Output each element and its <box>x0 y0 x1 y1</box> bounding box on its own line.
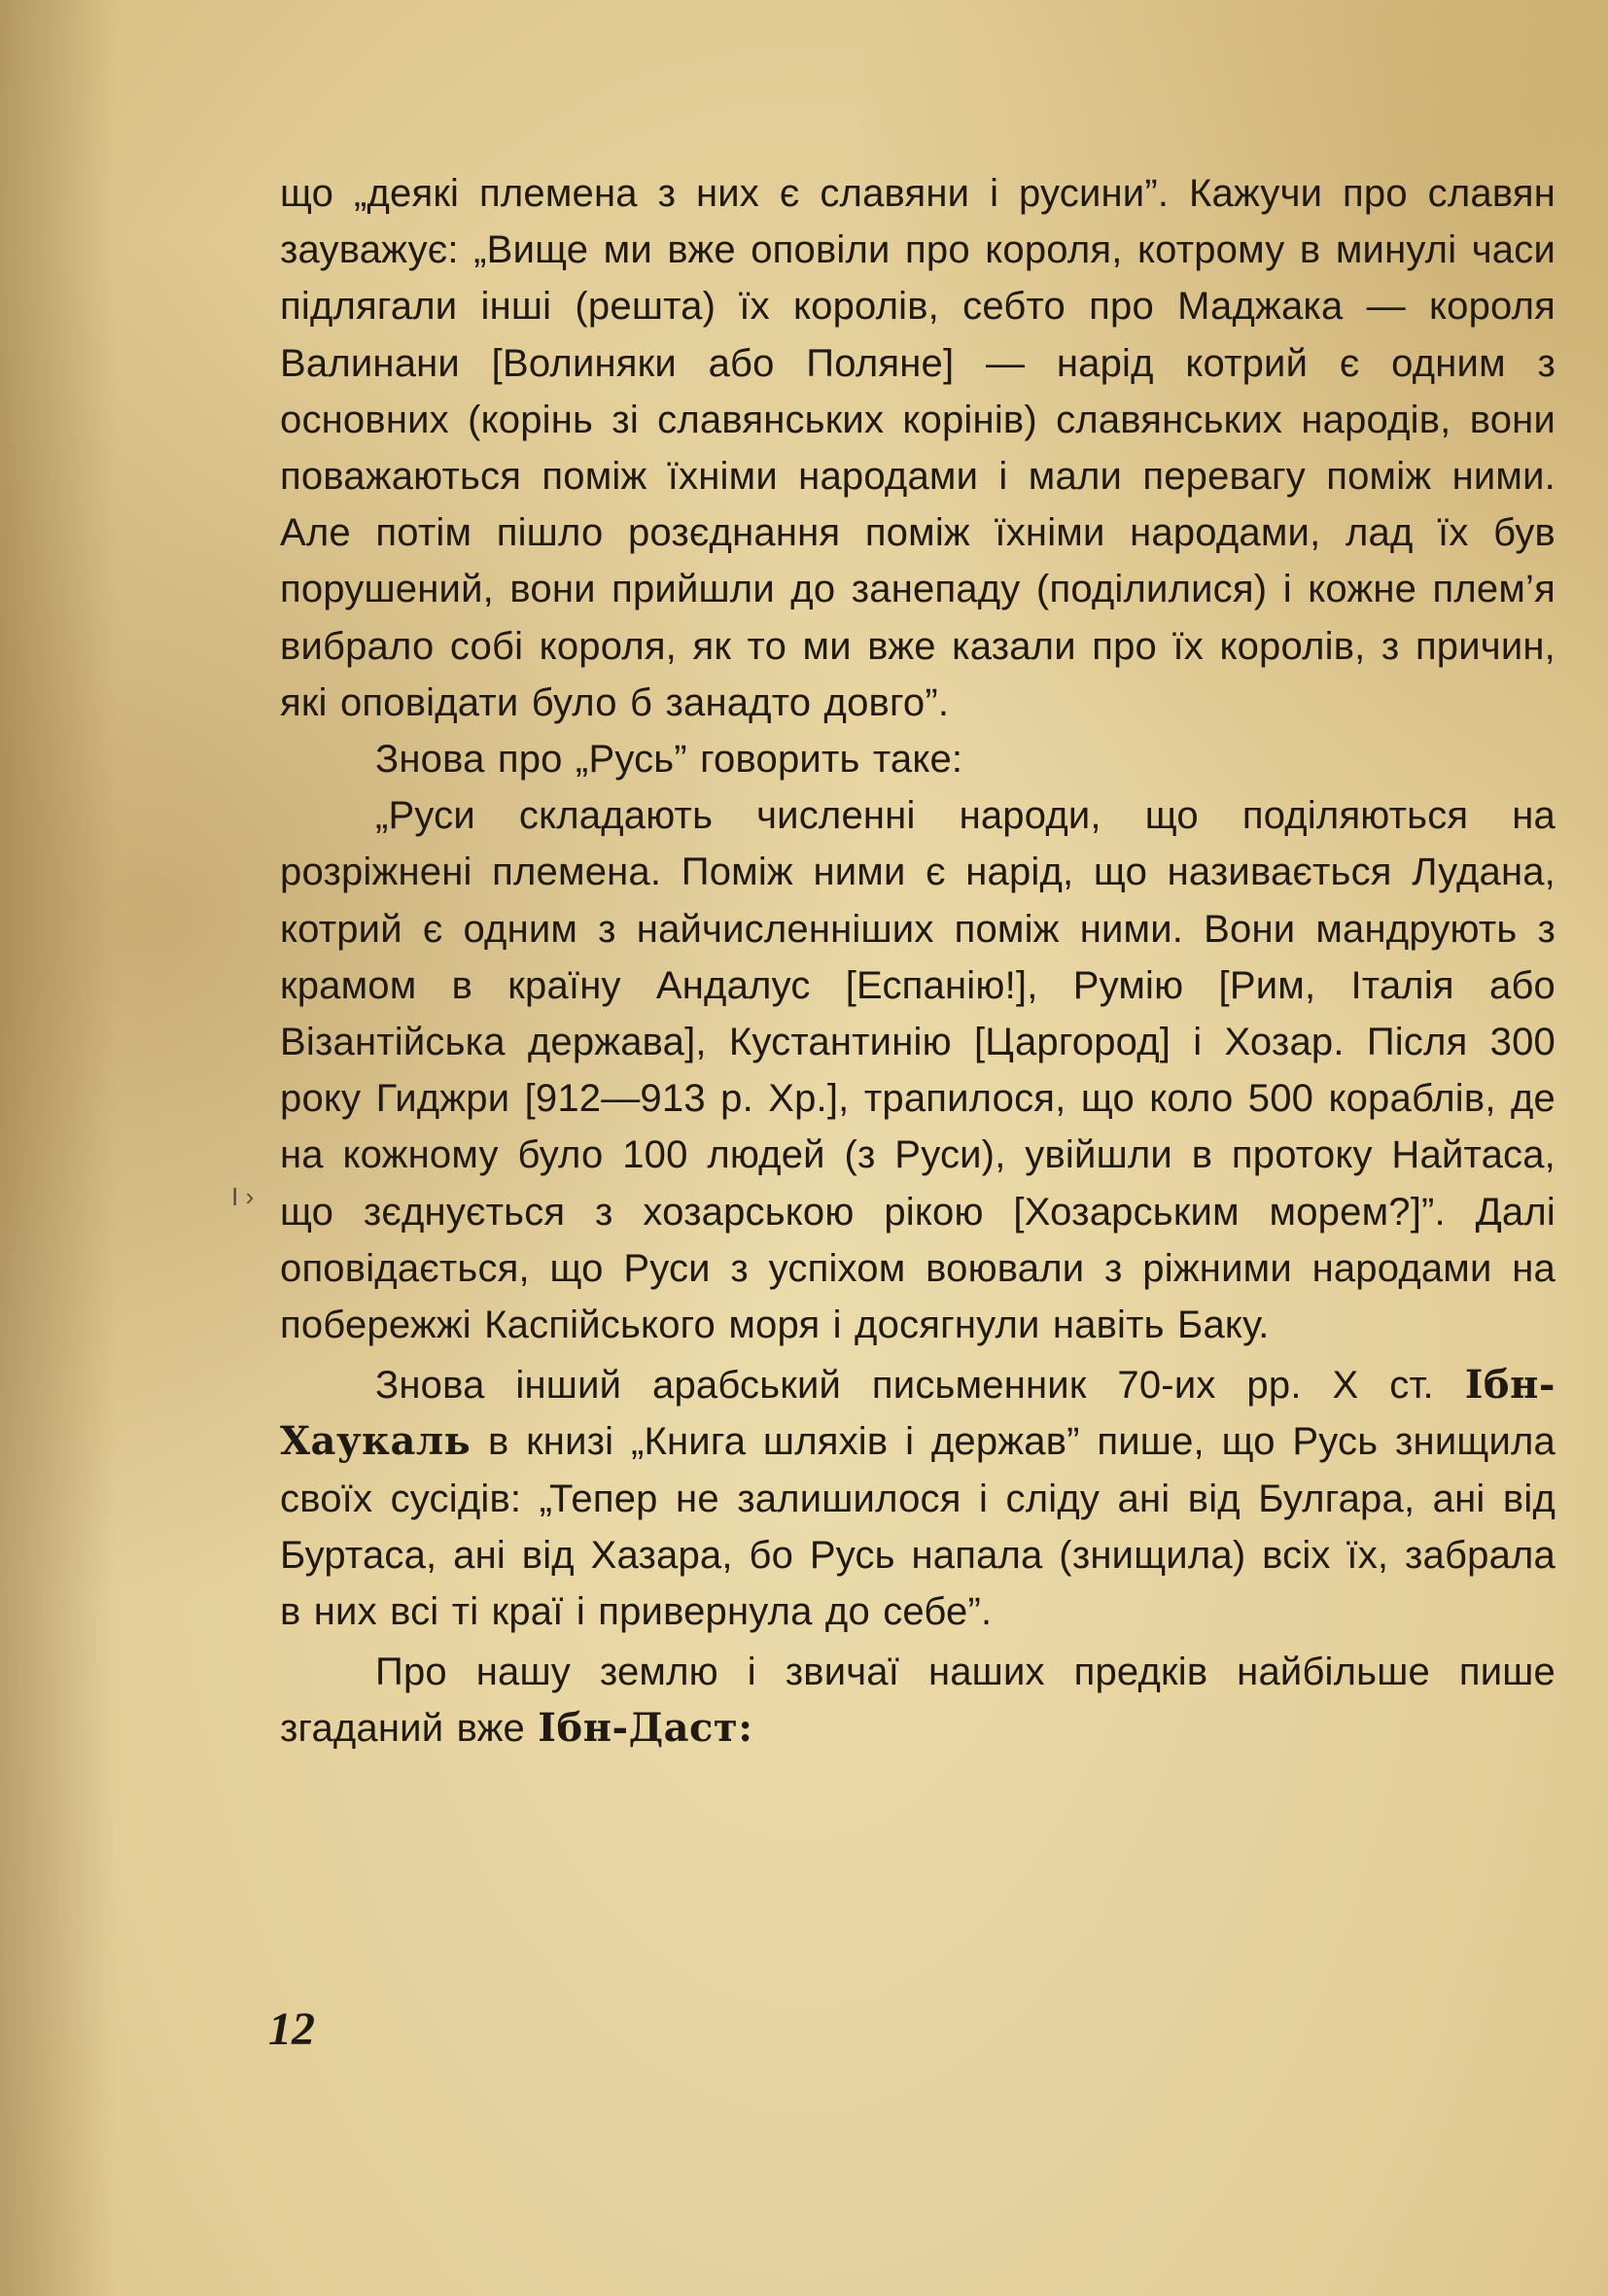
author-name-ibn-haukal: Ібн-Хаукаль <box>280 1362 1556 1465</box>
paragraph-5-text-a: Про нашу землю і звичаї наших предків найбільше пише згаданий вже <box>280 1651 1556 1751</box>
paragraph-1-text: що „деякі племена з них є славяни і русини”. Кажучи про славян зауважує: „Вище ми вже оповіли про короля, котрому в минулі часи підлягали інші (решта) їх королів, себто про Маджака — короля Валинани [Волиняки або Поляне] — нарід котрий є одним з основних (корінь зі славянських корінів) славянських народів, вони поважаються поміж їхніми народами і мали перевагу поміж ними. Але потім пішло розєднання поміж їхніми народами, лад їх був порушений, вони прийшли до занепаду (поділилися) і кожне плем’я вибрало собі короля, як то ми вже казали про їх королів, з причин, які оповідати було б занадто довго”. <box>280 172 1556 724</box>
paragraph-2 <box>280 731 1556 787</box>
paragraph-4-text-b: в книзі „Книга шляхів і держав” пише, що Русь знищила своїх сусідів: „Тепер не залишилося і сліду ані від Булгара, ані від Буртаса, ані від Хазара, бо Русь напала (знищила) всіх їх, забрала в них всі ті краї і привернула до себе”. <box>280 1420 1556 1634</box>
paragraph-2-text: Знова про „Русь” говорить таке: <box>375 738 963 782</box>
paragraph-3 <box>280 787 1556 1353</box>
paragraph-4 <box>280 1357 1556 1640</box>
paragraph-3-text: „Руси складають численні народи, що поділяються на розріжнені племена. Поміж ними є нарід, що називається Лудана, котрий є одним з найчисленніших поміж ними. Вони мандрують з крамом в країну Андалус [Еспанію!], Румію [Рим, Італія або Візантійська держава], Кустантинію [Царгород] і Хозар. Після 300 року Гиджри [912—913 р. Хр.], трапилося, що коло 500 кораблів, де на кожному було 100 людей (з Руси), увійшли в протоку Найтаса, що зєднується з хозарською рікою [Хозарським морем?]”. Далі оповідається, що Руси з успіхом воювали з ріжними народами на побережжі Каспійського моря і досягнули навіть Баку. <box>280 794 1556 1347</box>
paragraph-1 <box>280 165 1556 731</box>
author-name-ibn-dast: Ібн-Даст: <box>538 1705 753 1752</box>
body-text <box>280 165 1556 1757</box>
page-number: 12 <box>268 2003 315 2055</box>
page-spine-shadow <box>0 0 117 2296</box>
margin-mark: I › <box>231 1182 255 1211</box>
paragraph-5 <box>280 1644 1556 1757</box>
paragraph-4-text-a: Знова інший арабський письменник 70-их рр. X ст. <box>375 1364 1465 1408</box>
